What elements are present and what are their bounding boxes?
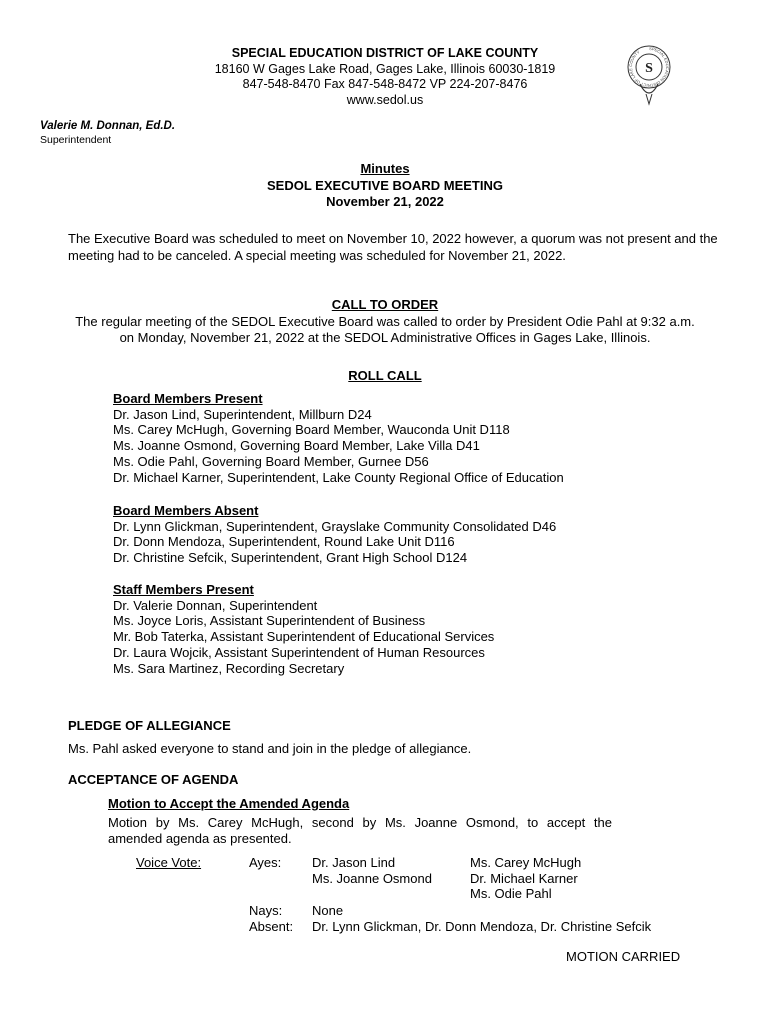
motion-line1: Motion by Ms. Carey McHugh, second by Ms. Joanne Osmond, to accept the	[108, 815, 612, 830]
list-item: Dr. Christine Sefcik, Superintendent, Grant High School D124	[113, 550, 468, 566]
list-item: Dr. Laura Wojcik, Assistant Superintendent of Human Resources	[113, 644, 485, 660]
meeting-date: November 21, 2022	[326, 194, 444, 209]
absent-value: Dr. Lynn Glickman, Dr. Donn Mendoza, Dr. Christine Sefcik	[312, 919, 652, 934]
ayes-column-2	[470, 855, 581, 902]
voice-vote-label: Voice Vote:	[136, 855, 202, 870]
org-phones: 847-548-8470 Fax 847-548-8472 VP 224-207-8476	[242, 77, 528, 91]
board-absent-list	[113, 503, 556, 566]
list-item: Dr. Valerie Donnan, Superintendent	[113, 597, 318, 613]
call-to-order-heading: CALL TO ORDER	[331, 297, 439, 312]
motion-line2: amended agenda as presented.	[108, 831, 292, 846]
intro-paragraph: The Executive Board was scheduled to meet on November 10, 2022 however, a quorum was not present and the meeting had to be canceled. A special meeting was scheduled for November 21, 2022.	[68, 231, 718, 263]
ayes-column-1	[312, 855, 432, 886]
ayes-name: Ms. Joanne Osmond	[312, 870, 432, 886]
call-to-order-section	[0, 297, 770, 347]
org-address: 18160 W Gages Lake Road, Gages Lake, Illinois 60030-1819	[214, 61, 556, 76]
board-present-list	[113, 391, 564, 485]
meeting-name: SEDOL EXECUTIVE BOARD MEETING	[267, 177, 503, 193]
minutes-heading: Minutes	[360, 161, 410, 176]
staff-present-list	[113, 582, 494, 676]
board-absent-heading: Board Members Absent	[113, 503, 259, 518]
list-item: Ms. Joyce Loris, Assistant Superintendent of Business	[113, 613, 426, 629]
nays-value: None	[312, 903, 344, 918]
list-item: Mr. Bob Taterka, Assistant Superintendent of Educational Services	[113, 629, 495, 645]
logo-ring-text: SPECIAL EDUCATION DISTRICT OF LAKE COUNTY	[627, 45, 671, 89]
ayes-label: Ayes:	[249, 855, 282, 870]
list-item: Dr. Donn Mendoza, Superintendent, Round Lake Unit D116	[113, 534, 455, 550]
list-item: Ms. Sara Martinez, Recording Secretary	[113, 660, 345, 676]
motion-title: Motion to Accept the Amended Agenda	[108, 796, 350, 811]
agenda-heading: ACCEPTANCE OF AGENDA	[68, 772, 239, 787]
pledge-heading: PLEDGE OF ALLEGIANCE	[68, 718, 231, 733]
list-item: Dr. Lynn Glickman, Superintendent, Grayslake Community Consolidated D46	[113, 518, 557, 534]
org-name: SPECIAL EDUCATION DISTRICT OF LAKE COUNTY	[231, 46, 539, 60]
motion-result: MOTION CARRIED	[566, 949, 681, 964]
ayes-name: Ms. Odie Pahl	[470, 886, 552, 902]
roll-call-heading: ROLL CALL	[348, 368, 422, 383]
call-to-order-line2: on Monday, November 21, 2022 at the SEDOL Administrative Offices in Gages Lake, Illinois.	[119, 330, 651, 345]
list-item: Ms. Joanne Osmond, Governing Board Member, Lake Villa D41	[113, 438, 480, 454]
document-title	[0, 161, 770, 211]
list-item: Ms. Odie Pahl, Governing Board Member, Gurnee D56	[113, 453, 429, 469]
superintendent-name: Valerie M. Donnan, Ed.D.	[40, 120, 176, 132]
org-website: www.sedol.us	[346, 92, 424, 107]
ayes-name: Ms. Carey McHugh	[470, 855, 582, 870]
staff-present-heading: Staff Members Present	[113, 582, 254, 597]
list-item: Dr. Michael Karner, Superintendent, Lake County Regional Office of Education	[113, 469, 564, 485]
call-to-order-line1: The regular meeting of the SEDOL Executive Board was called to order by President Odie Pahl at 9:32 a.m.	[75, 313, 695, 329]
board-present-heading: Board Members Present	[113, 391, 263, 406]
ayes-name: Dr. Jason Lind	[312, 855, 396, 870]
absent-label: Absent:	[249, 919, 294, 934]
list-item: Dr. Jason Lind, Superintendent, Millburn D24	[113, 406, 372, 422]
superintendent-title: Superintendent	[40, 134, 112, 146]
sedol-logo-icon	[626, 44, 672, 106]
list-item: Ms. Carey McHugh, Governing Board Member, Wauconda Unit D118	[113, 422, 510, 438]
nays-label: Nays:	[249, 903, 283, 918]
ayes-name: Dr. Michael Karner	[470, 870, 578, 886]
logo-letter: S	[645, 61, 653, 76]
pledge-text: Ms. Pahl asked everyone to stand and join in the pledge of allegiance.	[68, 741, 472, 756]
